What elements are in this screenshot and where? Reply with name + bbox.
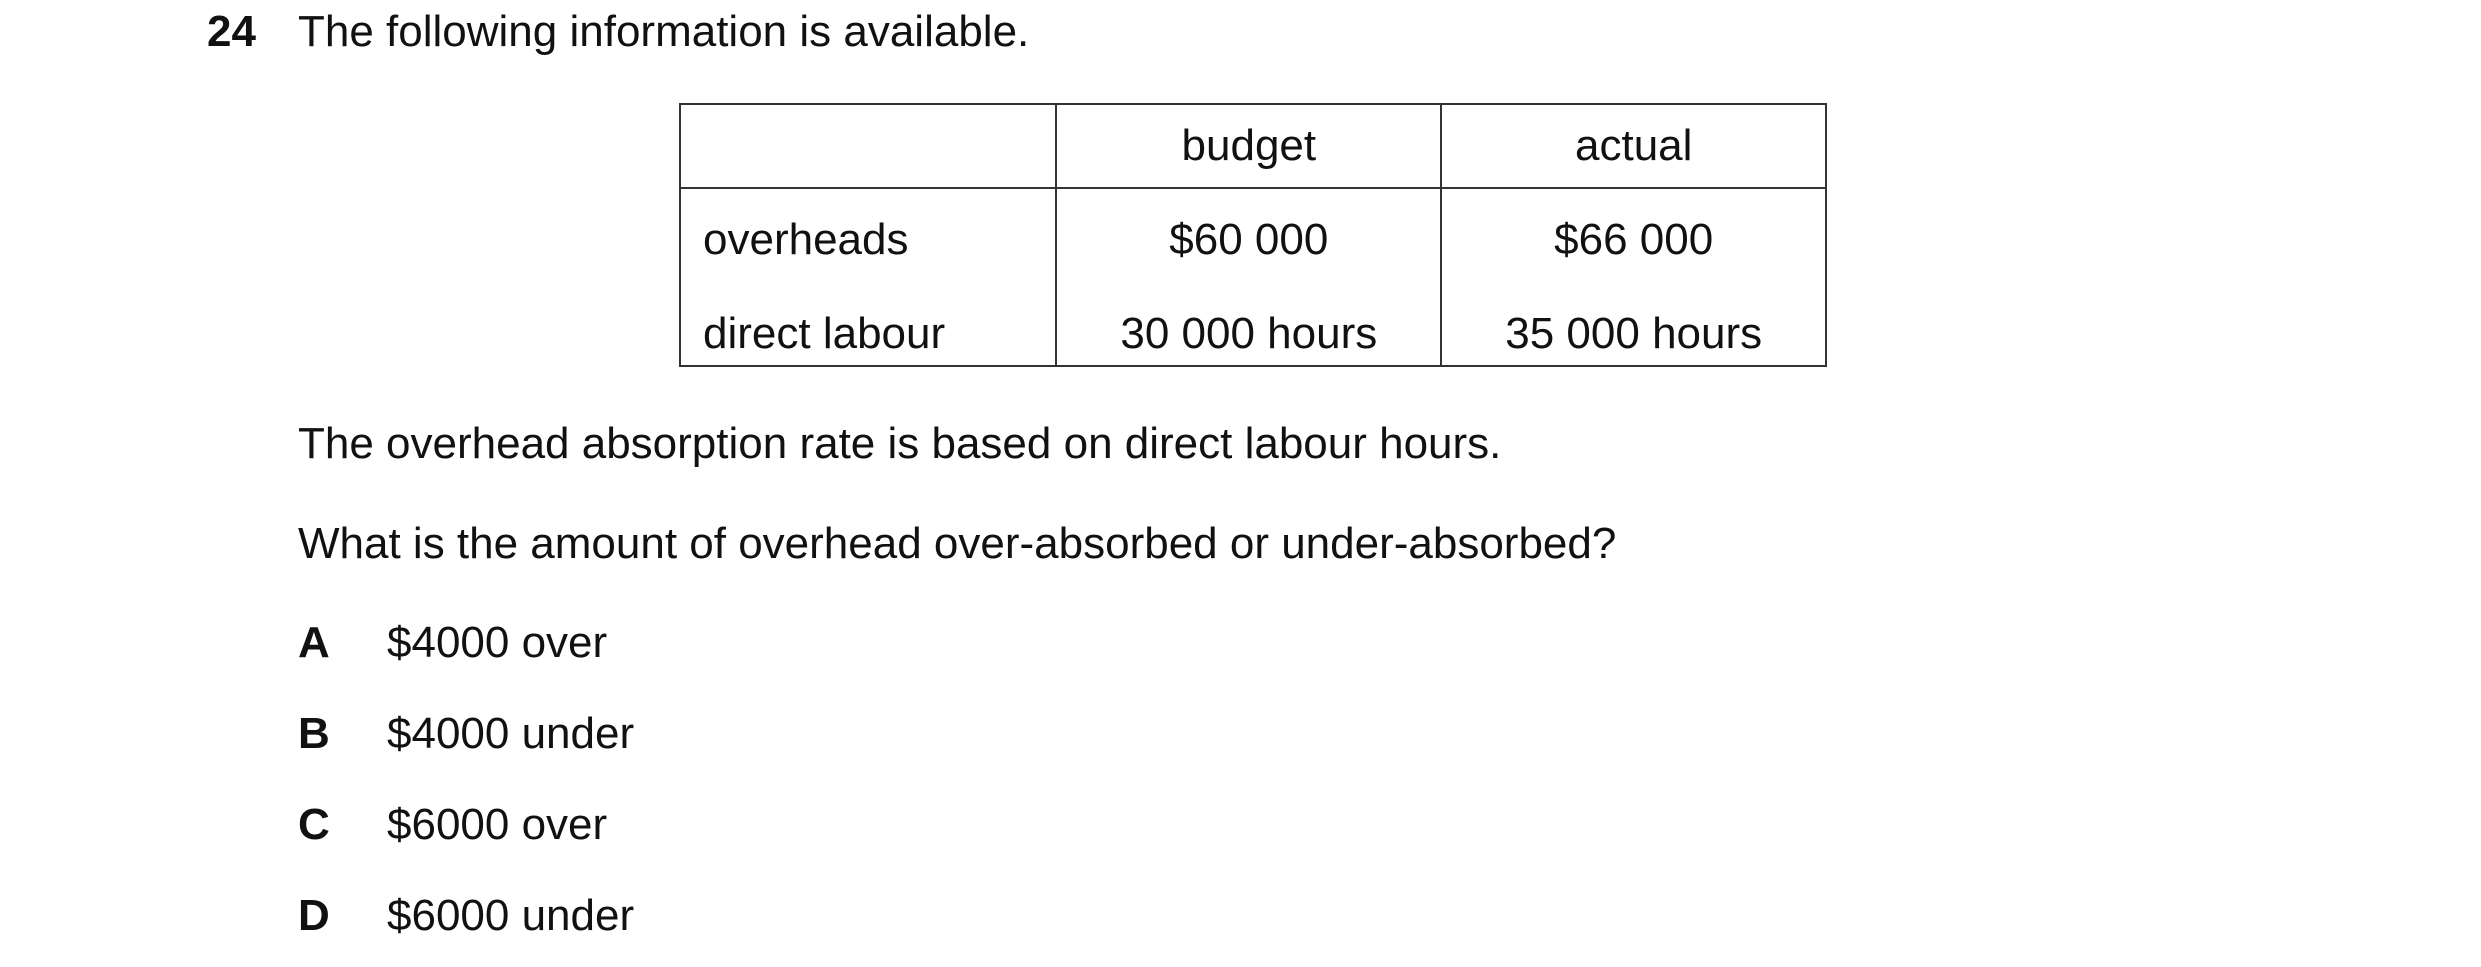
option-letter: C: [298, 800, 330, 849]
question-intro: The following information is available.: [298, 7, 1030, 56]
overheads-actual: $66 000: [1441, 188, 1826, 298]
option-text: $6000 under: [387, 891, 635, 940]
header-actual: actual: [1441, 104, 1826, 188]
statement-absorption-basis: The overhead absorption rate is based on direct labour hours.: [298, 419, 1502, 468]
table-header-row: [680, 104, 1826, 188]
option-text: $4000 under: [387, 709, 635, 758]
option-a[interactable]: [298, 617, 607, 669]
question-prompt: What is the amount of overhead over-absorbed or under-absorbed?: [298, 519, 1617, 568]
info-table: [679, 103, 1827, 367]
direct-labour-actual: 35 000 hours: [1441, 298, 1826, 366]
header-empty-cell: [680, 104, 1056, 188]
overheads-budget: $60 000: [1056, 188, 1441, 298]
option-letter: A: [298, 618, 330, 667]
question-number: 24: [207, 7, 256, 56]
option-letter: B: [298, 709, 330, 758]
option-d[interactable]: [298, 890, 634, 942]
table-row: [680, 188, 1826, 298]
option-b[interactable]: [298, 708, 634, 760]
direct-labour-budget: 30 000 hours: [1056, 298, 1441, 366]
option-letter: D: [298, 891, 330, 940]
row-label-overheads: overheads: [680, 188, 1056, 298]
header-budget: budget: [1056, 104, 1441, 188]
option-c[interactable]: [298, 799, 607, 851]
row-label-direct-labour: direct labour: [680, 298, 1056, 366]
option-text: $4000 over: [387, 618, 608, 667]
table-row: [680, 298, 1826, 366]
option-text: $6000 over: [387, 800, 608, 849]
